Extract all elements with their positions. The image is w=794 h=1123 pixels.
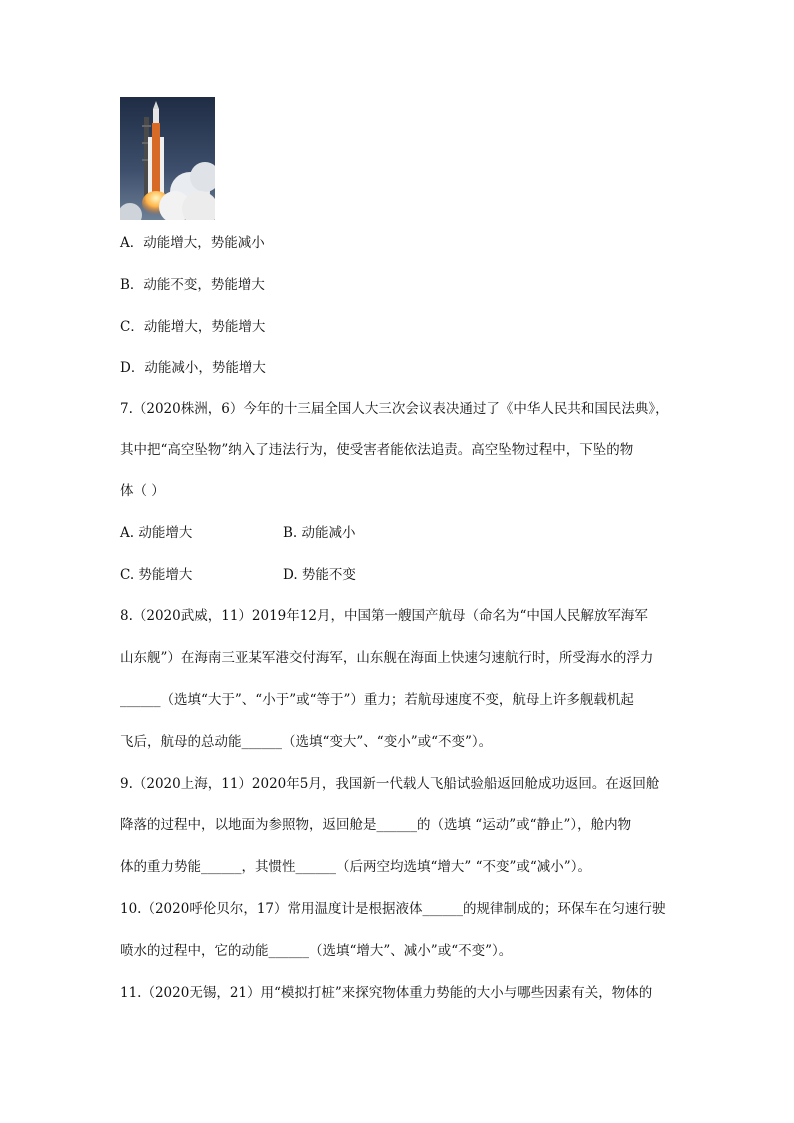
- rocket-launch-image: [120, 97, 215, 220]
- q7-option-b: B. 动能减小: [283, 525, 356, 541]
- q6-option-d: D．动能减小，势能增大: [120, 360, 266, 376]
- q8-line-4: 飞后，航母的总动能______（选填“变大”、“变小”或“不变”）。: [120, 734, 493, 750]
- q9-line-1: 9.（2020上海，11）2020年5月，我国新一代载人飞船试验船返回舱成功返回。在返回舱: [120, 776, 660, 792]
- q7-option-d: D. 势能不变: [283, 567, 356, 583]
- q11-line-1: 11.（2020无锡，21）用“模拟打桩”来探究物体重力势能的大小与哪些因素有关，物体的: [120, 985, 653, 1001]
- q7-line-3: 体（ ）: [120, 483, 165, 499]
- q7-option-c: C. 势能增大: [120, 567, 193, 583]
- q10-line-2: 喷水的过程中，它的动能______（选填“增大”、减小”或“不变”）。: [120, 943, 513, 959]
- q6-option-c: C．动能增大，势能增大: [120, 319, 266, 335]
- q8-line-1: 8.（2020武威，11）2019年12月，中国第一艘国产航母（命名为“中国人民解放军海军: [120, 608, 648, 624]
- q6-option-b: B．动能不变，势能增大: [120, 277, 265, 293]
- q10-line-1: 10.（2020呼伦贝尔，17）常用温度计是根据液体______的规律制成的；环保车在匀速行驶: [120, 901, 666, 917]
- q6-option-a: A．动能增大，势能减小: [120, 235, 265, 251]
- q7-line-2: 其中把“高空坠物”纳入了违法行为，使受害者能依法追责。高空坠物过程中，下坠的物: [120, 442, 634, 458]
- q7-line-1: 7.（2020株洲，6）今年的十三届全国人大三次会议表决通过了《中华人民共和国民法典》，: [120, 401, 669, 417]
- q8-line-3: ______（选填“大于”、“小于”或“等于”）重力；若航母速度不变，航母上许多舰载机起: [120, 692, 634, 708]
- q9-line-2: 降落的过程中，以地面为参照物，返回舱是______的（选填 “运动”或“静止”），舱内物: [120, 817, 632, 833]
- q7-option-a: A. 动能增大: [120, 525, 193, 541]
- rocket-icon: [120, 97, 215, 220]
- q9-line-3: 体的重力势能______，其惯性______（后两空均选填“增大” “不变”或“减小”）。: [120, 859, 591, 875]
- q8-line-2: 山东舰”）在海南三亚某军港交付海军，山东舰在海面上快速匀速航行时，所受海水的浮力: [120, 650, 654, 666]
